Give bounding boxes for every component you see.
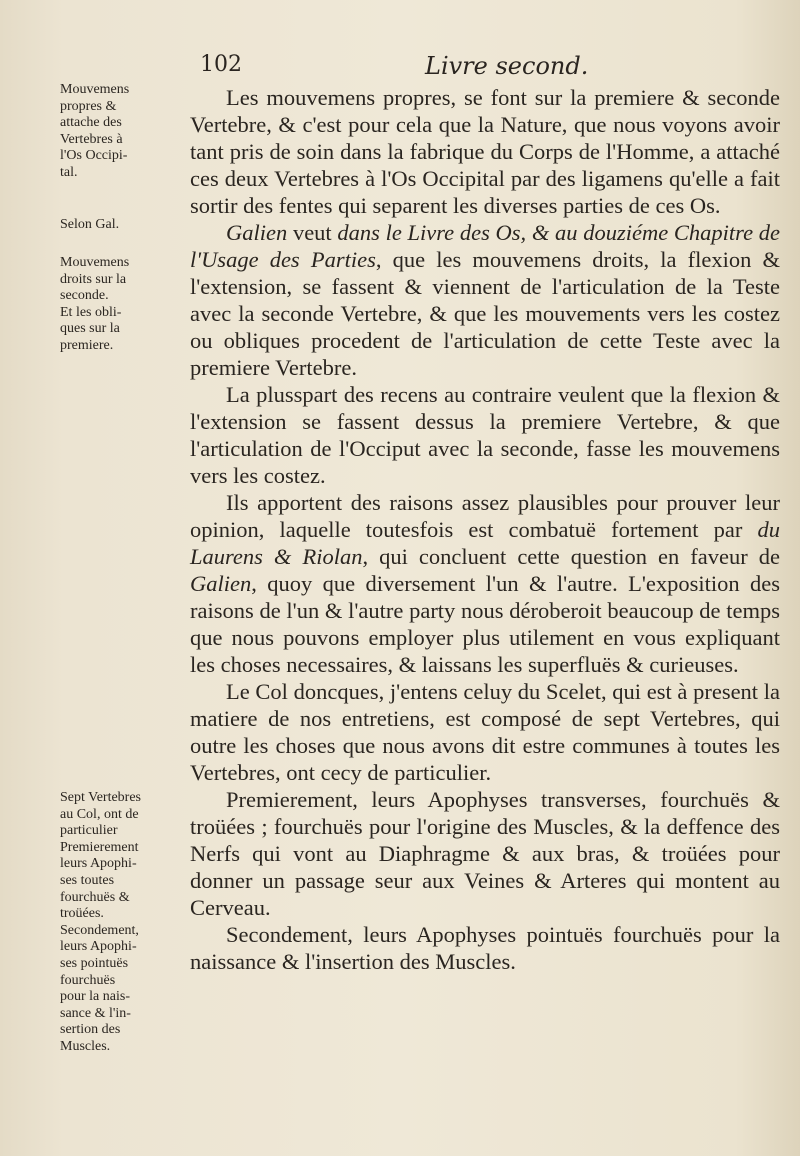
margin-line: propres &	[60, 98, 117, 114]
italic-span: Galien	[190, 571, 252, 596]
text-span: , qui concluent cette question en faveur de	[362, 544, 780, 569]
margin-line: Mouvemens	[60, 82, 130, 97]
margin-line: au Col, ont de	[60, 806, 139, 822]
margin-line: ses pointuës	[60, 955, 129, 971]
paragraph	[190, 921, 780, 975]
text-span: Secondement, leurs Apophyses pointuës fourchuës pour la naissance & l'insertion des Muscles.	[190, 922, 780, 974]
margin-note-2	[60, 217, 180, 234]
margin-line: sance & l'in-	[60, 1005, 131, 1021]
running-head: Livre second.	[425, 52, 589, 80]
margin-line: attache des	[60, 115, 122, 131]
margin-line: fourchuës	[60, 972, 116, 988]
paragraph	[190, 678, 780, 786]
text-span: Ils apportent des raisons assez plausibles pour prouver leur opinion, laquelle toutesfois est combatuë fortement par	[190, 490, 780, 542]
margin-line: leurs Apophi-	[60, 939, 137, 955]
margin-line: l'Os Occipi-	[60, 148, 128, 164]
paragraph	[190, 786, 780, 921]
margin-line: leurs Apophi-	[60, 856, 137, 872]
margin-line: Premierement	[60, 839, 139, 855]
margin-line: Et les obli-	[60, 304, 122, 320]
margin-line: fourchuës &	[60, 889, 130, 905]
margin-line: Muscles.	[60, 1038, 111, 1054]
margin-line: ques sur la	[60, 321, 120, 337]
italic-span: du Laurens & Riolan	[190, 517, 780, 569]
paragraph	[190, 489, 780, 678]
margin-line: premiere.	[60, 337, 114, 353]
margin-line: Sept Vertebres	[60, 790, 141, 805]
page-number: 102	[200, 52, 242, 77]
paragraph	[190, 219, 780, 381]
text-span: , quoy que diversement l'un & l'autre. L'exposition des raisons de l'un & l'autre party nous déroberoit beaucoup de temps que nous pouvons employer plus utilement en vous expliquant les choses necessaires, & laissans les superfluës & curieuses.	[190, 571, 780, 677]
margin-note-3	[60, 255, 180, 355]
paragraph	[190, 381, 780, 489]
margin-line: Vertebres à	[60, 131, 123, 147]
margin-line: tal.	[60, 164, 78, 180]
italic-span: Galien	[226, 220, 288, 245]
text-span: Premierement, leurs Apophyses transverses, fourchuës & troüées ; fourchuës pour l'origine des Muscles, & la deffence des Nerfs qui vont au Diaphragme & aux bras, & troüées pour donner un passage seur aux Veines & Arteres qui montent au Cerveau.	[190, 787, 780, 920]
text-span: Les mouvemens propres, se font sur la premiere & seconde Vertebre, & c'est pour cela que la Nature, que nous voyons avoir tant pris de soin dans la fabrique du Corps de l'Homme, a attaché ces deux Vertebres à l'Os Occipital par des ligamens qu'elle a fait sortir des fentes qui separent les diverses parties de ces Os.	[190, 85, 780, 218]
text-span: veut	[287, 220, 338, 245]
text-span: La plusspart des recens au contraire veulent que la flexion & l'extension se fassent dessus la premiere Vertebre, & que l'articulation de l'Occiput avec la seconde, fasse les mouvemens vers les costez.	[190, 382, 780, 488]
margin-line: particulier	[60, 823, 118, 839]
text-span: Le Col doncques, j'entens celuy du Scelet, qui est à present la matiere de nos entretiens, est composé de sept Vertebres, qui outre les choses que nous avons dit estre communes à toutes les Vertebres, ont cecy de particulier.	[190, 679, 780, 785]
margin-line: Secondement,	[60, 922, 139, 938]
margin-line: droits sur la	[60, 271, 127, 287]
text-span: , que les mouvemens droits, la flexion & l'extension, se fassent & viennent de l'articulation de la Teste avec la seconde Vertebre, & que les mouvements vers les costez ou obliques procedent de l'articulation de cette Teste avec la premiere Vertebre.	[190, 247, 780, 380]
margin-line: seconde.	[60, 288, 109, 304]
italic-span: dans le Livre des Os, & au douziéme Chapitre de l'Usage des Parties	[190, 220, 780, 272]
margin-line: Mouvemens	[60, 255, 130, 270]
margin-line: Selon Gal.	[60, 217, 120, 232]
margin-line: pour la nais-	[60, 989, 130, 1005]
page-header	[200, 52, 780, 84]
margin-line: troüées.	[60, 906, 104, 922]
main-text	[190, 84, 780, 975]
margin-note-4	[60, 790, 180, 1056]
margin-note-1	[60, 82, 180, 182]
margin-line: ses toutes	[60, 872, 115, 888]
margin-line: sertion des	[60, 1022, 121, 1038]
paragraph	[190, 84, 780, 219]
